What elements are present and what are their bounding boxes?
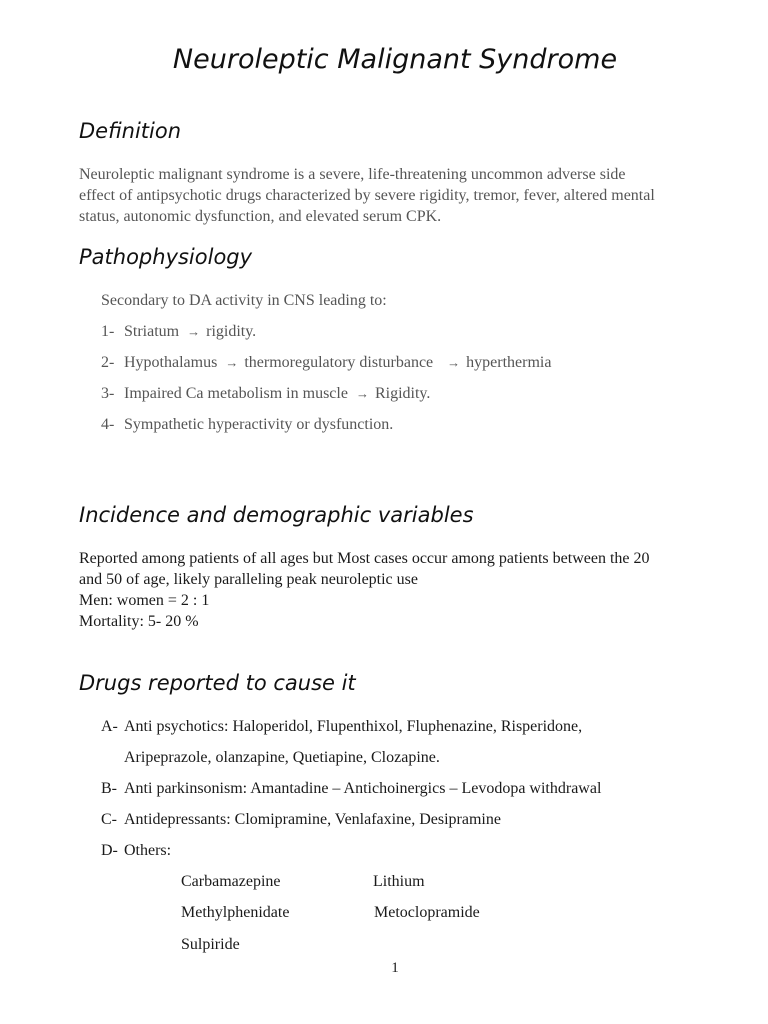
item-number: 4- bbox=[101, 416, 115, 433]
page-number: 1 bbox=[391, 960, 399, 976]
sex-ratio: Men: women = 2 : 1 bbox=[79, 592, 210, 609]
item-cause: Impaired Ca metabolism in muscle bbox=[124, 385, 348, 402]
item-number: 3- bbox=[101, 385, 115, 402]
arrow-icon: → bbox=[225, 355, 239, 370]
mortality: Mortality: 5- 20 % bbox=[79, 613, 199, 630]
incidence-heading: Incidence and demographic variables bbox=[79, 503, 474, 527]
other-drug: Sulpiride bbox=[181, 936, 240, 953]
drug-item bbox=[101, 840, 171, 861]
pathophysiology-item bbox=[101, 321, 256, 342]
definition-line-3: status, autonomic dysfunction, and elevated serum CPK. bbox=[79, 208, 442, 225]
arrow-icon: → bbox=[355, 386, 369, 401]
definition-line-2: effect of antipsychotic drugs characterized by severe rigidity, tremor, fever, altered mental bbox=[79, 187, 655, 204]
item-text: Anti psychotics: Haloperidol, Flupenthixol, Fluphenazine, Risperidone, bbox=[124, 718, 583, 735]
arrow-icon: → bbox=[187, 324, 201, 339]
definition-line-1: Neuroleptic malignant syndrome is a severe, life-threatening uncommon adverse side bbox=[79, 166, 626, 183]
item-letter: D- bbox=[101, 842, 118, 859]
item-letter: A- bbox=[101, 718, 118, 735]
item-text: Others: bbox=[124, 842, 172, 859]
pathophysiology-item bbox=[101, 383, 430, 404]
other-drug: Carbamazepine bbox=[181, 873, 281, 890]
item-effect: rigidity. bbox=[206, 323, 257, 340]
item-text: Anti parkinsonism: Amantadine – Antichoinergics – Levodopa withdrawal bbox=[124, 780, 602, 797]
document-title: Neuroleptic Malignant Syndrome bbox=[172, 44, 618, 75]
item-cause: Sympathetic hyperactivity or dysfunction. bbox=[124, 416, 394, 433]
item-text: Antidepressants: Clomipramine, Venlafaxine, Desipramine bbox=[124, 811, 501, 828]
drug-item bbox=[101, 809, 501, 830]
incidence-line-2: and 50 of age, likely paralleling peak neuroleptic use bbox=[79, 571, 418, 588]
drug-item-continuation: Aripeprazole, olanzapine, Quetiapine, Clozapine. bbox=[124, 749, 440, 766]
item-effect: thermoregulatory disturbance bbox=[244, 354, 434, 371]
definition-heading: Definition bbox=[79, 119, 182, 143]
pathophysiology-heading: Pathophysiology bbox=[79, 245, 253, 269]
arrow-icon: → bbox=[447, 355, 461, 370]
drugs-heading: Drugs reported to cause it bbox=[79, 671, 356, 695]
item-effect-2: hyperthermia bbox=[466, 354, 552, 371]
pathophysiology-intro: Secondary to DA activity in CNS leading to: bbox=[101, 292, 387, 309]
other-drug: Lithium bbox=[373, 873, 425, 890]
drug-item bbox=[101, 778, 601, 799]
drug-item bbox=[101, 716, 582, 737]
pathophysiology-item bbox=[101, 352, 551, 373]
other-drug: Methylphenidate bbox=[181, 904, 290, 921]
item-cause: Hypothalamus bbox=[124, 354, 218, 371]
pathophysiology-item bbox=[101, 414, 393, 435]
item-letter: C- bbox=[101, 811, 117, 828]
item-number: 2- bbox=[101, 354, 115, 371]
item-letter: B- bbox=[101, 780, 117, 797]
other-drug: Metoclopramide bbox=[374, 904, 480, 921]
item-number: 1- bbox=[101, 323, 115, 340]
incidence-line-1: Reported among patients of all ages but Most cases occur among patients between the 20 bbox=[79, 550, 650, 567]
item-effect: Rigidity. bbox=[374, 385, 431, 402]
item-cause: Striatum bbox=[124, 323, 180, 340]
